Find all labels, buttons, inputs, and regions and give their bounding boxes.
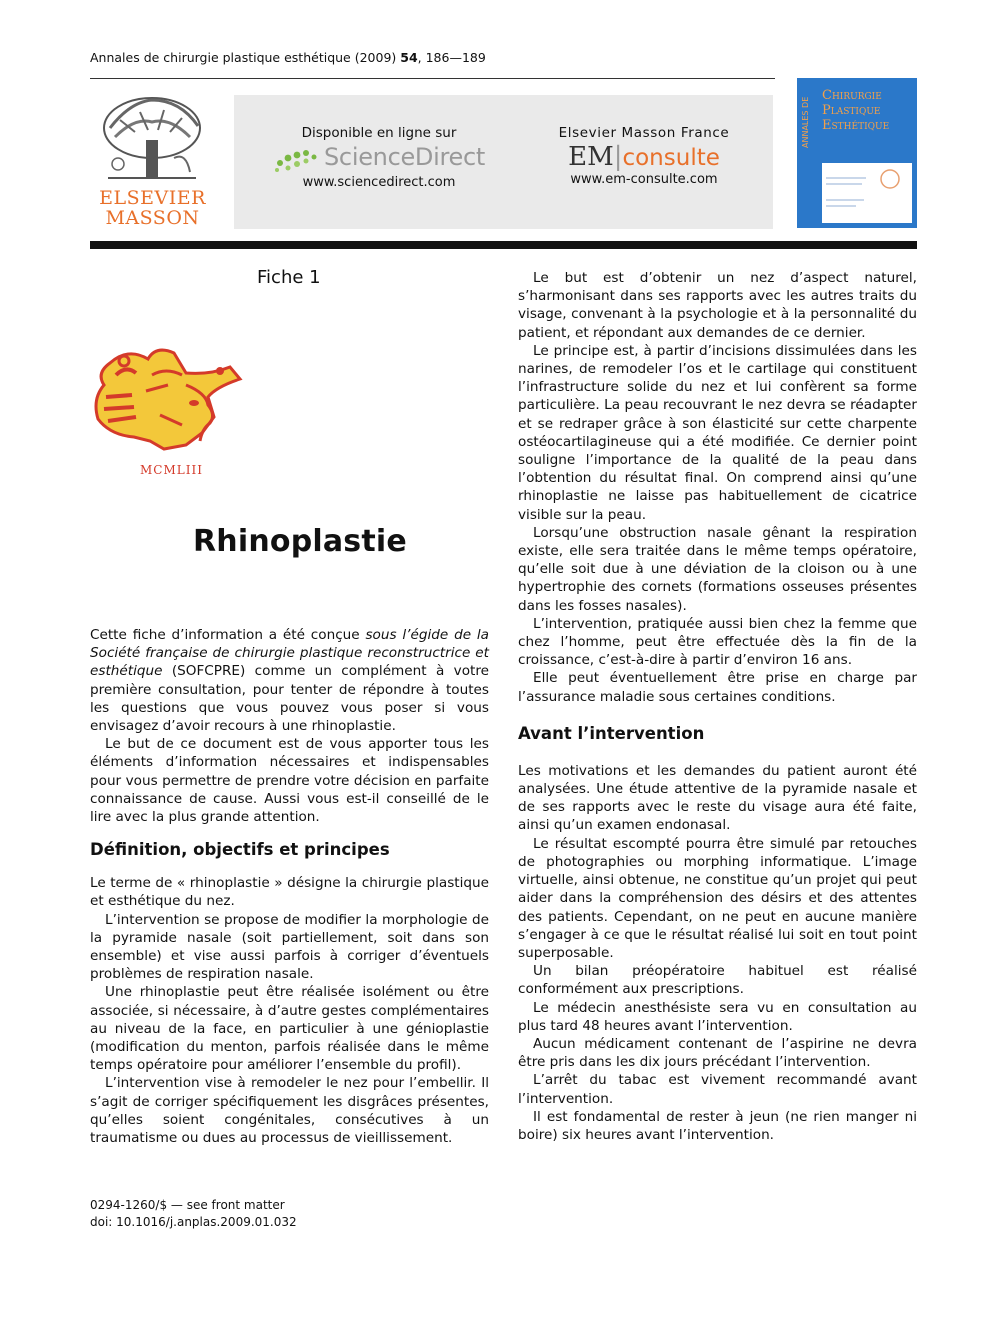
masson-wordmark: MASSON (105, 207, 200, 229)
header-thick-rule (90, 241, 917, 249)
right-paragraph-5: Elle peut éventuellement être prise en charge par l’assurance maladie sous certaines conditions. (518, 670, 917, 705)
issn-line: 0294-1260/$ — see front matter (90, 1198, 285, 1212)
right-column (518, 269, 917, 1144)
right-paragraph-1: Le but est d’obtenir un nez d’aspect naturel, s’harmonisant dans ses rapports avec les autres traits du visage, convenant à la psychologie et à la personnalité du patient, et répondant aux demandes de ce dernier. (518, 270, 917, 341)
sofcpre-year: MCMLIII (140, 463, 203, 477)
left-column (90, 626, 489, 1147)
doi-line[interactable]: doi: 10.1016/j.anplas.2009.01.032 (90, 1215, 297, 1229)
access-banner (234, 95, 773, 229)
sofcpre-logo (90, 345, 250, 485)
emconsulte-url[interactable]: www.em-consulte.com (570, 172, 718, 187)
avant-paragraph-5: Aucun médicament contenant de l’aspirine ne devra être pris dans les dix jours précédant l’intervention. (518, 1035, 917, 1071)
page-title: Rhinoplastie (193, 524, 407, 559)
cover-illustration (822, 163, 912, 223)
definition-paragraph-1: Le terme de « rhinoplastie » désigne la chirurgie plastique et esthétique du nez. (90, 875, 489, 910)
elsevier-wordmark: ELSEVIER (99, 187, 206, 209)
avant-paragraph-3: Un bilan préopératoire habituel est réalisé conformément aux prescriptions. (518, 963, 917, 998)
emconsulte-block (539, 125, 749, 187)
cover-spine-text: ANNALES DE (801, 96, 810, 148)
section-heading-definition: Définition, objectifs et principes (90, 840, 390, 860)
avant-paragraph-6: L’arrêt du tabac est vivement recommandé avant l’intervention. (518, 1072, 917, 1107)
section-heading-avant: Avant l’intervention (518, 723, 705, 743)
avant-paragraph-1: Les motivations et les demandes du patient auront été analysées. Une étude attentive de la pyramide nasale et de ses rapports avec le reste du visage aura été faite, ainsi qu’un examen endonasal. (518, 762, 917, 834)
avant-paragraph-7: Il est fondamental de rester à jeun (ne rien manger ni boire) six heures avant l’intervention. (518, 1108, 917, 1143)
right-paragraph-2: Le principe est, à partir d’incisions dissimulées dans les narines, de remodeler l’os et le cartilage qui constituent l’infrastructure solide du nez et lui confèrent sa forme particulière. La peau recouvrant le nez devra se réadapter et se redraper grâce à son élasticité sur cette charpente ostéocartilagineuse qui a été modifiée. Ce dernier point souligne l’importance de la qualité de la peau dans l’obtention du résultat final. On comprend ainsi qu’une rhinoplastie ne laisse pas habituellement de cicatrice visible sur la peau. (518, 342, 917, 523)
cover-figure-icon (822, 163, 912, 223)
sd-available-text: Disponible en ligne sur (301, 125, 457, 141)
right-paragraph-3: Lorsqu’une obstruction nasale gênant la respiration existe, elle sera traitée dans le même temps opératoire, qu’elle soit due à une déviation de la cloison ou à une hypertrophie des cornets (formations osseuses présentes dans les fosses nasales). (518, 524, 917, 614)
sciencedirect-logo (274, 143, 484, 173)
intro-paragraph-1: Cette fiche d’information a été conçue sous l’égide de la Société française de chirurgie plastique reconstructrice et esthétique (SOFCPRE) comme un complément à votre première consultation, pour tenter de répondre à toutes les questions que vous pouvez vous poser si vous envisagez d’avoir recours à une rhinoplastie. (90, 627, 489, 735)
sciencedirect-block (274, 125, 484, 190)
definition-paragraph-4: L’intervention vise à remodeler le nez pour l’embellir. Il s’agit de corriger spécifiquement les disgrâces présentes, qu’elles soient congénitales, consécutives à un traumatisme ou dues au processus de vieillissement. (90, 1075, 489, 1147)
sciencedirect-wordmark: ScienceDirect (324, 143, 485, 171)
definition-paragraph-2: L’intervention se propose de modifier la morphologie de la pyramide nasale (soit partiellement, soit dans son ensemble) et vise aussi parfois à corriger d’éventuels problèmes de respiration nasale. (90, 911, 489, 983)
sciencedirect-url[interactable]: www.sciencedirect.com (302, 175, 456, 190)
right-paragraph-4: L’intervention, pratiquée aussi bien chez la femme que chez l’homme, peut être effectuée dès la fin de la croissance, c’est-à-dire à partir d’environ 16 ans. (518, 615, 917, 669)
journal-cover (797, 78, 917, 228)
avant-paragraph-4: Le médecin anesthésiste sera vu en consultation au plus tard 48 heures avant l’intervention. (518, 999, 917, 1034)
sciencedirect-dots-icon (274, 149, 324, 173)
em-publisher-text: Elsevier Masson France (558, 125, 730, 141)
footer (90, 1197, 297, 1231)
elsevier-masson-logo (90, 92, 215, 232)
emconsulte-logo: EM|consulte (568, 142, 720, 172)
intro-paragraph-2: Le but de ce document est de vous apporter tous les éléments d’information nécessaires et indispensables pour vous permettre de prendre votre décision en parfaite connaissance de cause. Aussi vous est-il conseillé de le lire avec la plus grande attention. (90, 736, 489, 826)
fiche-label: Fiche 1 (257, 267, 321, 288)
tree-icon (90, 92, 215, 184)
journal-citation: Annales de chirurgie plastique esthétique (2009) 54, 186—189 (90, 50, 486, 65)
definition-paragraph-3: Une rhinoplastie peut être réalisée isolément ou être associée, si nécessaire, à d’autre gestes complémentaires au niveau de la face, en particulier à une génioplastie (modification du menton, parfois réalisée dans le même temps opératoire pour améliorer l’ensemble du profil). (90, 984, 489, 1074)
header-rule (90, 78, 775, 79)
avant-paragraph-2: Le résultat escompté pourra être simulé par retouches de photographies ou morphing informatique. L’image virtuelle, ainsi obtenue, ne constitue qu’un projet qui peut aider dans la compréhension des désirs et des attentes des patients. Cependant, on ne peut en aucune manière s’engager à ce que le résultat réalisé lui soit en tout point superposable. (518, 835, 917, 961)
cover-title: Chirurgie Plastique Esthétique (822, 88, 890, 133)
